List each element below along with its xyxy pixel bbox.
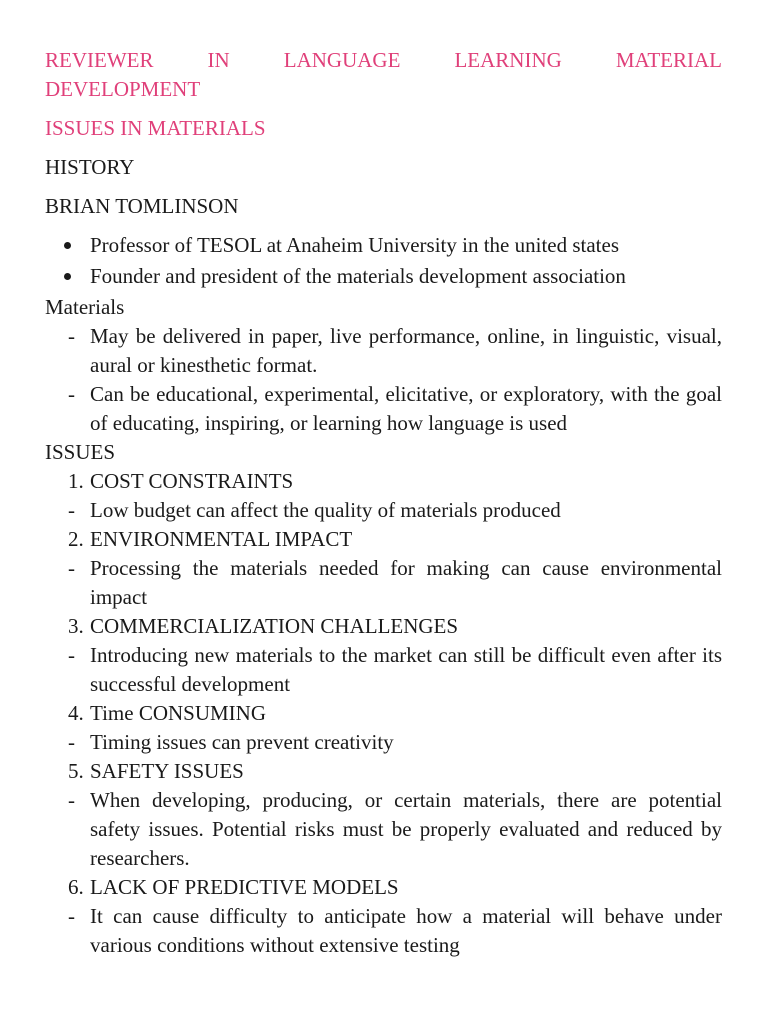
bullet-dot-icon [64,273,71,280]
bullet-item [45,262,722,291]
document-content [45,46,722,960]
materials-point-text: Can be educational, experimental, elicitative, or exploratory, with the goal of educating, inspiring, or learning how language is used [90,382,722,435]
dash-marker: - [68,498,75,522]
issue-detail-text: Introducing new materials to the market can still be difficult even after its successful development [90,643,722,696]
issue-detail-text: Timing issues can prevent creativity [90,730,394,754]
title-line-1 [45,46,722,75]
issue-detail [45,554,722,612]
issue-title-text: SAFETY ISSUES [90,759,244,783]
issue-detail [45,902,722,960]
issue-detail [45,641,722,699]
bullet-text: Founder and president of the materials development association [90,264,626,288]
title-word: LANGUAGE [283,48,401,72]
dash-marker: - [68,730,75,754]
issue-title-text: Time CONSUMING [90,701,267,725]
section-heading: ISSUES IN MATERIALS [45,116,266,140]
issue-detail [45,786,722,873]
bio-bullet-list [45,231,722,291]
issue-number: 2. [68,527,84,551]
issue-number: 4. [68,701,84,725]
title-line-2: DEVELOPMENT [45,77,201,101]
materials-point [45,380,722,438]
title-word: IN [207,48,230,72]
dash-marker: - [68,904,75,928]
bullet-text: Professor of TESOL at Anaheim University in the united states [90,233,619,257]
issue-title [45,699,722,728]
document-title [45,46,722,104]
issue-detail-text: It can cause difficulty to anticipate how a material will behave under various conditions without extensive testing [90,904,722,957]
title-word: LEARNING [454,48,562,72]
issue-title-text: COST CONSTRAINTS [90,469,294,493]
history-label: HISTORY [45,155,135,179]
issue-title [45,525,722,554]
issue-detail [45,728,722,757]
materials-point-text: May be delivered in paper, live performance, online, in linguistic, visual, aural or kinesthetic format. [90,324,722,377]
dash-marker: - [68,324,75,348]
dash-marker: - [68,788,75,812]
issue-number: 6. [68,875,84,899]
bullet-item [45,231,722,260]
dash-marker: - [68,643,75,667]
issue-number: 5. [68,759,84,783]
issue-detail-text: When developing, producing, or certain materials, there are potential safety issues. Potential risks must be properly evaluated and reduced by researchers. [90,788,722,870]
materials-point [45,322,722,380]
issue-title-text: ENVIRONMENTAL IMPACT [90,527,353,551]
dash-marker: - [68,382,75,406]
issue-title [45,873,722,902]
issue-number: 3. [68,614,84,638]
title-word: MATERIAL [615,48,722,72]
dash-marker: - [68,556,75,580]
issue-title-text: LACK OF PREDICTIVE MODELS [90,875,399,899]
issue-title [45,467,722,496]
issue-detail-text: Low budget can affect the quality of materials produced [90,498,561,522]
bullet-dot-icon [64,242,71,249]
issue-detail [45,496,722,525]
materials-label: Materials [45,295,125,319]
issue-detail-text: Processing the materials needed for making can cause environmental impact [90,556,722,609]
issue-title [45,757,722,786]
issue-number: 1. [68,469,84,493]
issue-title [45,612,722,641]
title-word: REVIEWER [45,48,154,72]
issues-label: ISSUES [45,440,116,464]
issue-title-text: COMMERCIALIZATION CHALLENGES [90,614,459,638]
person-name: BRIAN TOMLINSON [45,194,239,218]
